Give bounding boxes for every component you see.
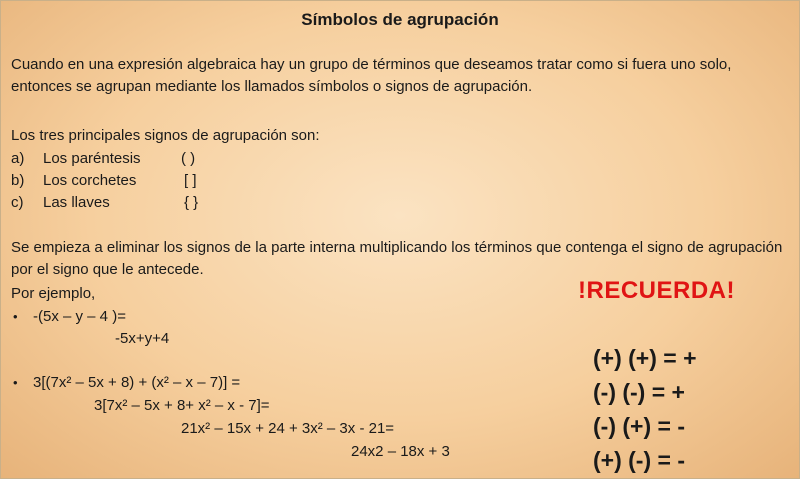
- sign-rule: (-) (-) = +: [593, 379, 685, 405]
- example1-line2: -5x+y+4: [115, 330, 170, 347]
- recuerda-heading: !RECUERDA!: [578, 277, 735, 304]
- sign-rule: (+) (-) = -: [593, 447, 685, 473]
- list-name: Las llaves: [43, 194, 110, 211]
- example2-line4: 24x2 – 18x + 3: [351, 443, 450, 460]
- braces-symbol: { }: [184, 194, 199, 211]
- slide-title: Símbolos de agrupación: [301, 10, 499, 29]
- signs-intro: Los tres principales signos de agrupación son:: [11, 127, 320, 144]
- intro-paragraph: Cuando en una expresión algebraica hay un grupo de términos que deseamos tratar como si fuera uno solo, entonces se agrupan mediante los llamados símbolos o signos de agrupación.: [11, 56, 732, 95]
- example2-line3: 21x² – 15x + 24 + 3x² – 3x - 21=: [181, 420, 395, 437]
- brackets-symbol: [ ]: [184, 172, 197, 189]
- elimination-paragraph: Se empieza a eliminar los signos de la parte interna multiplicando los términos que contenga el signo de agrupación por el signo que le antecede.: [11, 239, 783, 278]
- list-letter: a): [11, 150, 25, 167]
- example-intro: Por ejemplo,: [11, 285, 96, 302]
- example2-line2: 3[7x² – 5x + 8+ x² – x - 7]=: [94, 397, 270, 414]
- sign-rule: (-) (+) = -: [593, 413, 685, 439]
- list-letter: b): [11, 172, 25, 189]
- sign-rule: (+) (+) = +: [593, 345, 697, 371]
- parentheses-symbol: ( ): [181, 150, 196, 167]
- example2-line1: 3[(7x² – 5x + 8) + (x² – x – 7)] =: [33, 374, 241, 391]
- bullet-icon: •: [13, 309, 18, 324]
- example1-line1: -(5x – y – 4 )=: [33, 308, 126, 325]
- bullet-icon: •: [13, 375, 18, 390]
- list-letter: c): [11, 194, 24, 211]
- list-name: Los paréntesis: [43, 150, 141, 167]
- list-name: Los corchetes: [43, 172, 137, 189]
